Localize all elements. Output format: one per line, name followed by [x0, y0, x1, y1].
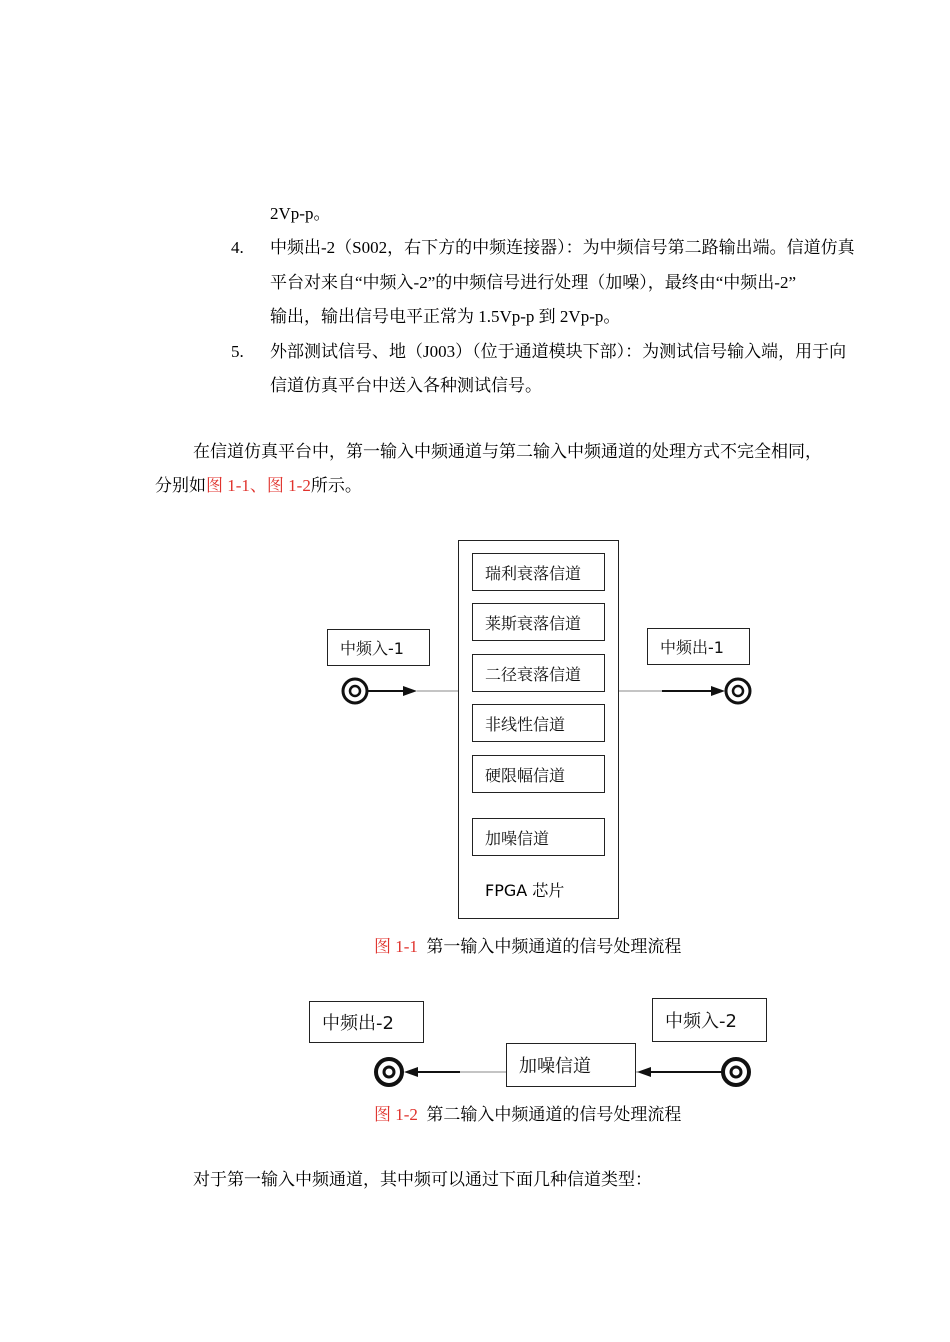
figure-number: 图 1-2	[374, 1105, 418, 1124]
list-item-4-line-3: 输出，输出信号电平正常为 1.5Vp-p 到 2Vp-p。	[270, 307, 621, 326]
paragraph-text: 所示。	[310, 476, 362, 495]
list-item-3-continuation: 2Vp-p。	[270, 204, 331, 223]
list-item-5-line-1: 外部测试信号、地（J003）（位于通道模块下部）：为测试信号输入端，用于向	[270, 342, 847, 361]
list-item-4-line-2: 平台对来自“中频入-2”的中频信号进行处理（加噪），最终由“中频出-2”	[270, 273, 797, 292]
channel-box-rician: 莱斯衰落信道	[472, 603, 605, 641]
figure-reference-link[interactable]: 图 1-1、图 1-2	[206, 476, 311, 495]
input-label-box-2: 中频入-2	[652, 998, 767, 1042]
arrow-head	[403, 686, 417, 696]
list-number-5: 5.	[231, 342, 244, 361]
list-number-4: 4.	[231, 238, 244, 257]
figure-2-caption	[374, 1100, 681, 1125]
paragraph-1-line-1: 在信道仿真平台中，第一输入中频通道与第二输入中频通道的处理方式不完全相同，	[193, 442, 822, 461]
output-label-box-1: 中频出-1	[647, 628, 750, 665]
list-item-5-line-2: 信道仿真平台中送入各种测试信号。	[270, 376, 542, 395]
fpga-chip-label: FPGA 芯片	[485, 881, 565, 900]
arrow-head	[404, 1067, 418, 1077]
channel-box-nonlinear: 非线性信道	[472, 704, 605, 742]
input-connector-icon-2	[723, 1059, 749, 1085]
figure-1-caption	[374, 932, 681, 957]
paragraph-text: 分别如	[155, 476, 206, 495]
channel-box-two-path: 二径衰落信道	[472, 654, 605, 692]
paragraph-2: 对于第一输入中频通道，其中频可以通过下面几种信道类型：	[193, 1170, 652, 1189]
channel-box-rayleigh: 瑞利衰落信道	[472, 553, 605, 591]
arrow-head	[637, 1067, 651, 1077]
noise-channel-box: 加噪信道	[506, 1043, 636, 1087]
list-item-4-line-1: 中频出-2（S002，右下方的中频连接器）：为中频信号第二路输出端。信道仿真	[270, 238, 855, 257]
channel-box-noise: 加噪信道	[472, 818, 605, 856]
figure-caption-text: 第二输入中频通道的信号处理流程	[426, 1105, 682, 1124]
input-label-box-1: 中频入-1	[327, 629, 430, 666]
figure-number: 图 1-1	[374, 937, 418, 956]
figure-caption-text: 第一输入中频通道的信号处理流程	[426, 937, 682, 956]
input-connector-icon-1	[343, 679, 367, 703]
output-label-box-2: 中频出-2	[309, 1001, 424, 1043]
output-connector-icon-2	[376, 1059, 402, 1085]
output-connector-icon-1	[726, 679, 750, 703]
arrow-head	[711, 686, 725, 696]
channel-box-hard-limit: 硬限幅信道	[472, 755, 605, 793]
